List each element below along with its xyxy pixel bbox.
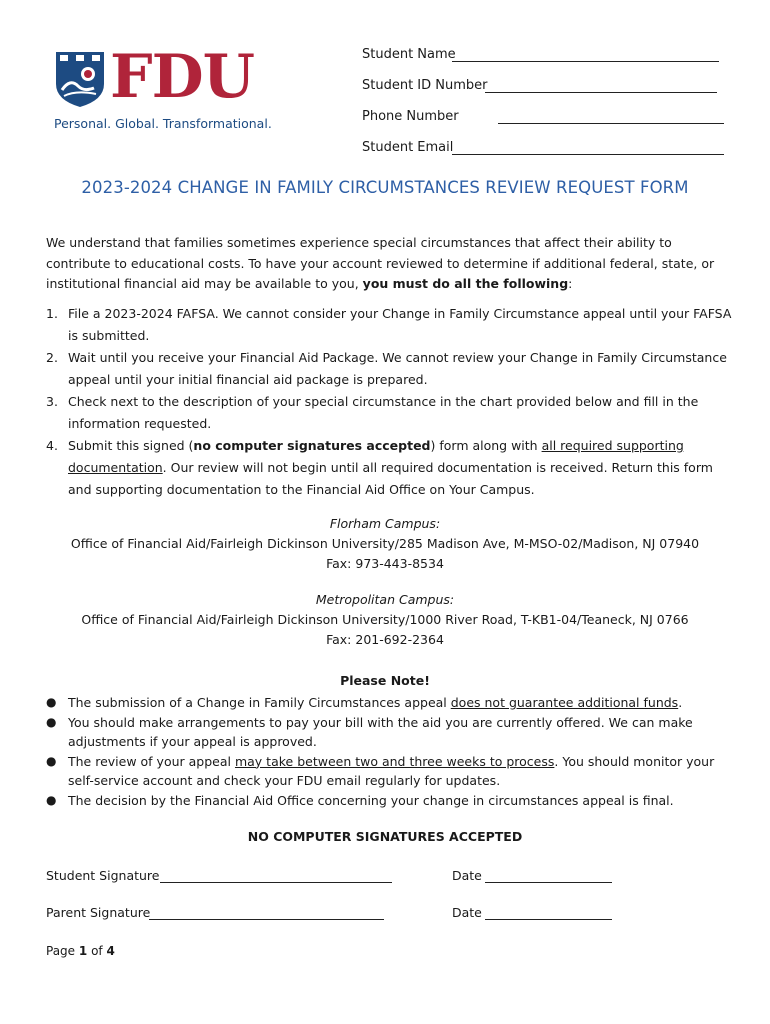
- florham-campus: [0, 514, 770, 574]
- step-item: 2. Wait until you receive your Financial Aid Package. We cannot review your Change in Family Circumstance appeal until your initial financial aid package is prepared.: [46, 350, 727, 387]
- intro-paragraph: We understand that families sometimes experience special circumstances that affect their ability to contribute to educational costs. To have your account reviewed to determine if additional federal, state, or institutional financial aid may be available to you, you must do all the following:: [46, 235, 715, 291]
- logo-wordmark: FDU: [110, 42, 254, 112]
- student-id-label: Student ID Number: [362, 78, 488, 93]
- metropolitan-campus: [0, 590, 770, 650]
- bullet-icon: ●: [46, 695, 57, 709]
- phone-number-label: Phone Number: [362, 109, 459, 124]
- campus-name: Florham Campus:: [329, 516, 441, 531]
- bullet-icon: ●: [46, 753, 57, 768]
- parent-signature-line[interactable]: [149, 919, 384, 920]
- list-item: ● The submission of a Change in Family Circumstances appeal does not guarantee additional funds.: [46, 693, 736, 713]
- student-date-line[interactable]: [485, 882, 612, 883]
- student-name-label: Student Name: [362, 47, 456, 62]
- parent-date-field[interactable]: [452, 905, 617, 925]
- student-name-line[interactable]: [452, 61, 719, 62]
- student-email-field[interactable]: [362, 140, 727, 160]
- bullet-icon: ●: [46, 792, 57, 807]
- date-label: Date: [452, 868, 482, 883]
- instruction-steps: [46, 303, 736, 501]
- campus-name: Metropolitan Campus:: [315, 592, 455, 607]
- student-signature-label: Student Signature: [46, 868, 160, 883]
- student-email-line[interactable]: [452, 154, 724, 155]
- shield-crest-icon: [54, 50, 106, 108]
- phone-number-line[interactable]: [498, 123, 724, 124]
- phone-number-field[interactable]: [362, 109, 727, 129]
- no-computer-signatures-notice: NO COMPUTER SIGNATURES ACCEPTED: [247, 829, 523, 844]
- date-label: Date: [452, 905, 482, 920]
- student-signature-field[interactable]: [46, 868, 396, 888]
- parent-date-line[interactable]: [485, 919, 612, 920]
- campus-address: Office of Financial Aid/Fairleigh Dickinson University/285 Madison Ave, M-MSO-02/Madison, NJ 07940: [70, 536, 700, 551]
- bullet-icon: ●: [46, 714, 57, 729]
- student-email-label: Student Email: [362, 140, 454, 155]
- step-item: 3. Check next to the description of your special circumstance in the chart provided below and fill in the information requested.: [46, 394, 699, 431]
- student-date-field[interactable]: [452, 868, 617, 888]
- student-id-line[interactable]: [485, 92, 717, 93]
- student-name-field[interactable]: [362, 47, 722, 67]
- step-item: 4. Submit this signed (no computer signatures accepted) form along with all required supporting documentation. Our review will not begin until all required documentation is received. Return this form and supporting documentation to the Financial Aid Office on Your Campus.: [46, 438, 713, 497]
- student-signature-line[interactable]: [160, 882, 392, 883]
- campus-fax: Fax: 973-443-8534: [326, 556, 444, 571]
- step-item: 1. File a 2023-2024 FAFSA. We cannot consider your Change in Family Circumstance appeal until your FAFSA is submitted.: [46, 306, 732, 343]
- campus-fax: Fax: 201-692-2364: [326, 632, 444, 647]
- parent-signature-field[interactable]: [46, 905, 391, 925]
- student-id-field[interactable]: [362, 78, 722, 98]
- form-title: 2023-2024 CHANGE IN FAMILY CIRCUMSTANCES REVIEW REQUEST FORM: [81, 178, 689, 197]
- note-bullets: [46, 693, 736, 810]
- please-note-heading: Please Note!: [340, 673, 430, 688]
- list-item: ● The decision by the Financial Aid Office concerning your change in circumstances appeal is final.: [46, 791, 736, 811]
- list-item: ● The review of your appeal may take between two and three weeks to process. You should monitor your self-service account and check your FDU email regularly for updates.: [46, 753, 715, 788]
- campus-address: Office of Financial Aid/Fairleigh Dickinson University/1000 River Road, T-KB1-04/Teaneck, NJ 0766: [81, 612, 689, 627]
- fdu-logo: [52, 42, 282, 138]
- list-item: ● You should make arrangements to pay your bill with the aid you are currently offered. We can make adjustments if your appeal is approved.: [46, 714, 693, 749]
- page-number: Page 1 of 4: [46, 944, 115, 958]
- parent-signature-label: Parent Signature: [46, 905, 151, 920]
- logo-tagline: Personal. Global. Transformational.: [54, 116, 272, 131]
